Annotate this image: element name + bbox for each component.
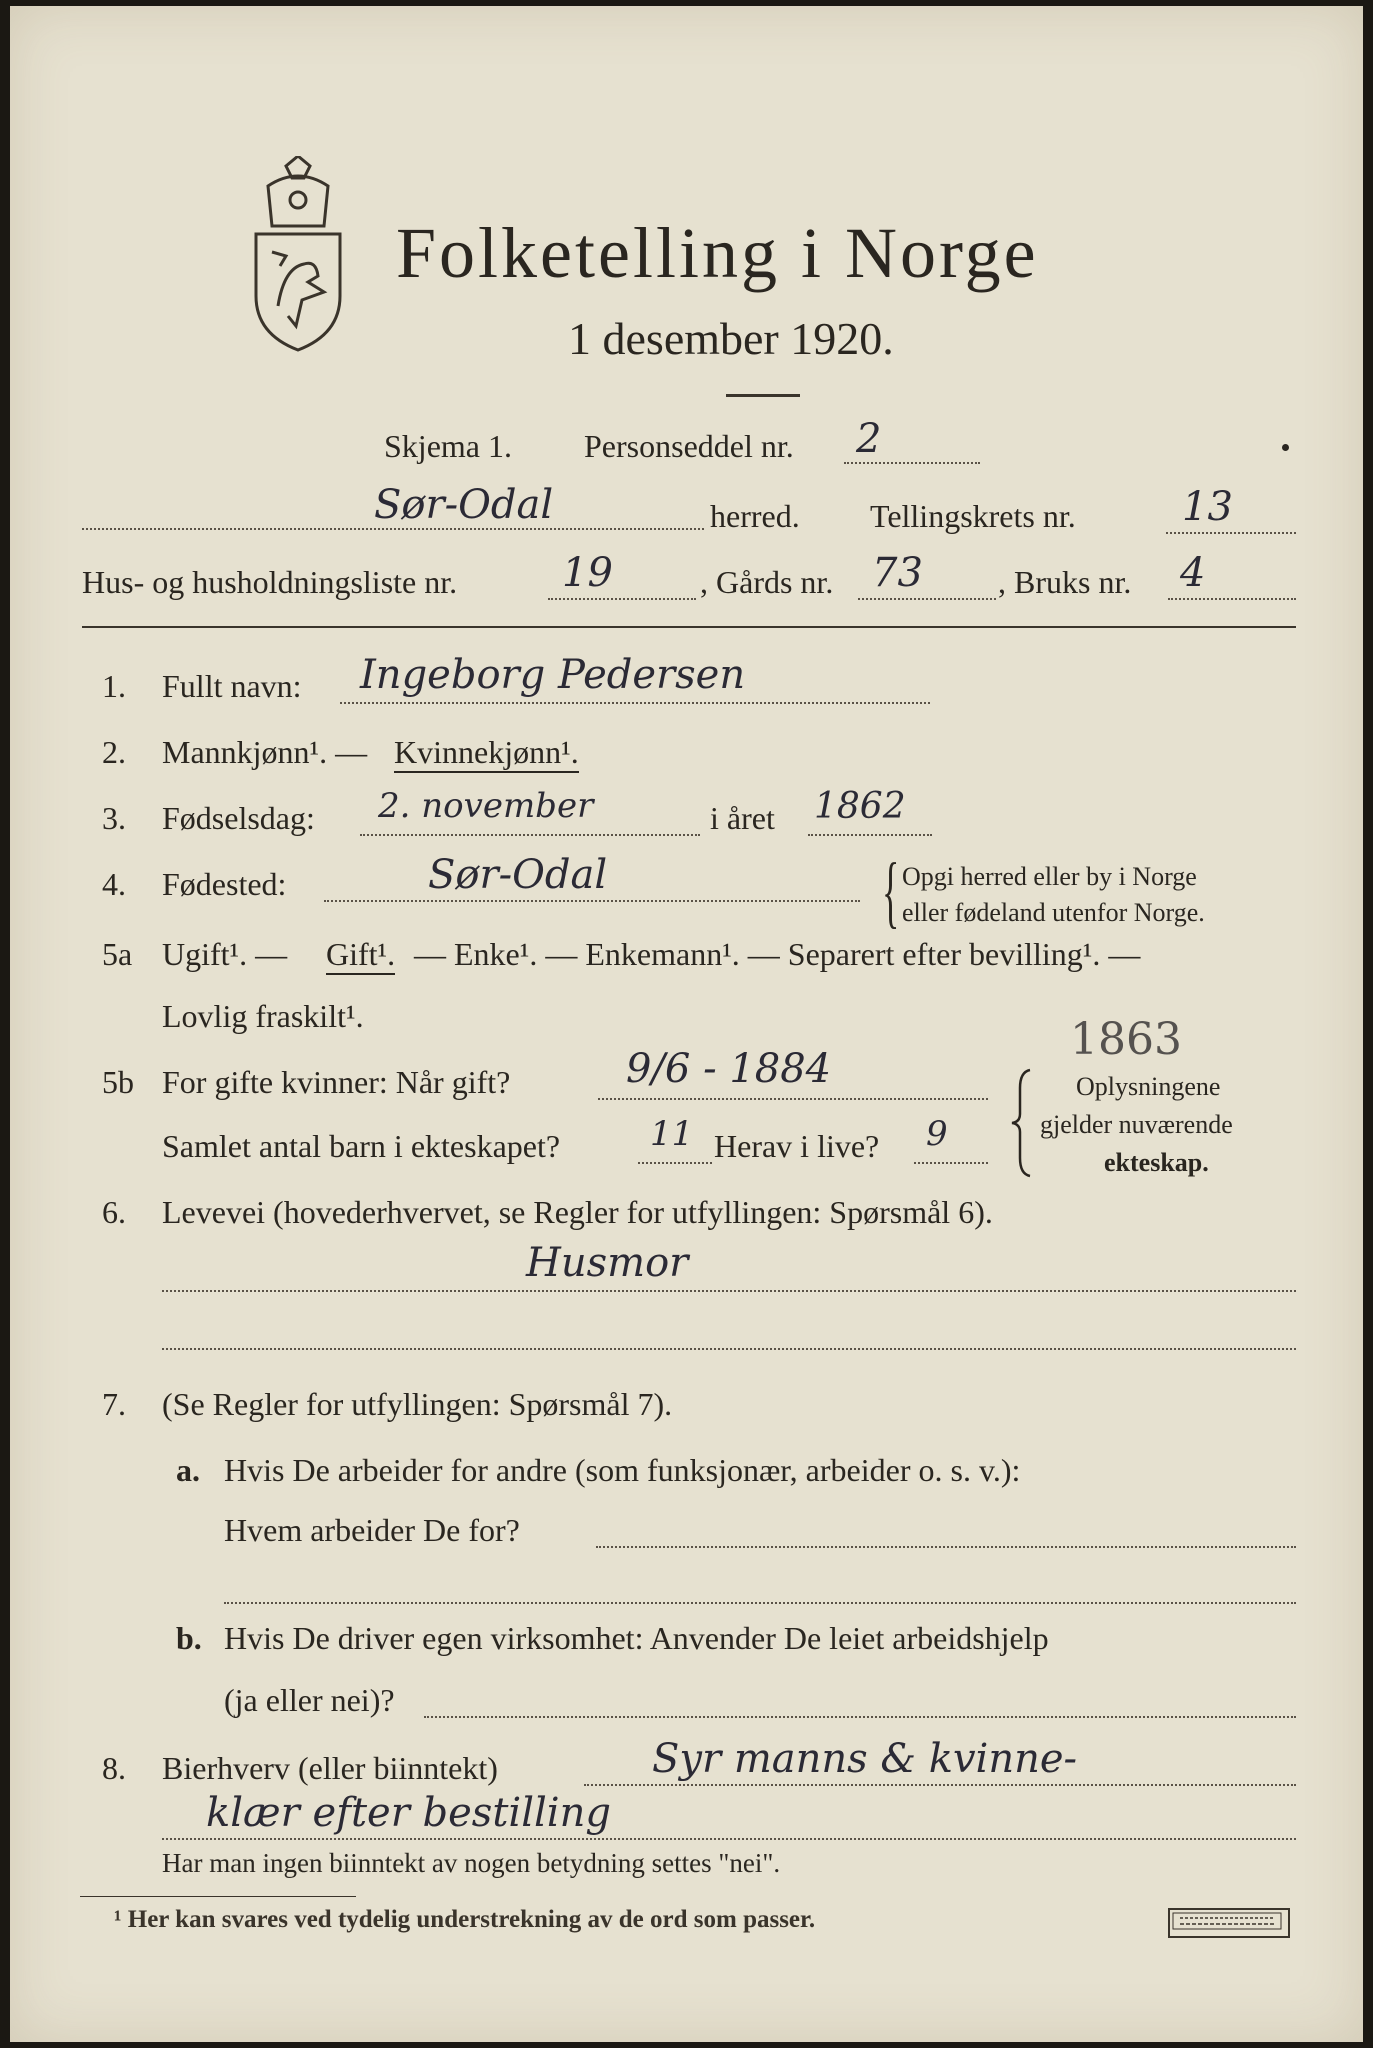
footnote: ¹ Her kan svares ved tydelig understrekning av de ord som passer. bbox=[114, 1906, 816, 1933]
schema-label: Skjema 1. bbox=[384, 428, 512, 464]
q8-note: Har man ingen biinntekt av nogen betydning settes "nei". bbox=[162, 1848, 781, 1878]
q3-year-value: 1862 bbox=[814, 786, 906, 827]
census-form bbox=[10, 6, 1363, 2042]
q4-note-line2: eller fødeland utenfor Norge. bbox=[902, 898, 1205, 927]
personseddel-label: Personseddel nr. bbox=[584, 428, 794, 464]
q6-label: Levevei (hovederhvervet, se Regler for utfyllingen: Spørsmål 6). bbox=[162, 1194, 993, 1230]
q8-value-line2: klær efter bestilling bbox=[206, 1790, 611, 1836]
q6-value: Husmor bbox=[526, 1240, 689, 1286]
q5b-note-line3: ekteskap. bbox=[1104, 1148, 1209, 1177]
tellingskrets-line bbox=[1166, 532, 1296, 534]
personseddel-line bbox=[844, 462, 980, 464]
q4-number: 4. bbox=[102, 866, 126, 902]
q5a-gift: Gift¹. bbox=[326, 936, 395, 975]
husliste-value: 19 bbox=[562, 550, 613, 596]
q7a-letter: a. bbox=[176, 1452, 200, 1488]
form-title: Folketelling i Norge bbox=[396, 213, 1039, 293]
bruks-label: , Bruks nr. bbox=[998, 564, 1132, 600]
q5b-note-line2: gjelder nuværende bbox=[1040, 1110, 1233, 1139]
q5b-note-line1: Oplysningene bbox=[1076, 1072, 1221, 1101]
q7a-line bbox=[596, 1546, 1296, 1548]
gards-label: , Gårds nr. bbox=[700, 564, 834, 600]
q2-female: Kvinnekjønn¹. bbox=[394, 734, 579, 773]
husliste-line bbox=[548, 598, 696, 600]
q4-note-line1: Opgi herred eller by i Norge bbox=[902, 862, 1197, 891]
gards-value: 73 bbox=[872, 550, 923, 596]
q5a-line2: Lovlig fraskilt¹. bbox=[162, 998, 364, 1034]
q4-value: Sør-Odal bbox=[428, 852, 608, 898]
q1-line bbox=[340, 702, 930, 704]
q7a-line2 bbox=[224, 1602, 1296, 1604]
title-divider bbox=[726, 394, 800, 397]
norwegian-coat-of-arms-icon bbox=[238, 156, 358, 361]
tellingskrets-label: Tellingskrets nr. bbox=[870, 498, 1076, 534]
header-divider bbox=[82, 626, 1296, 628]
q3-year-label: i året bbox=[710, 800, 775, 836]
herred-label: herred. bbox=[710, 498, 800, 534]
q5b-number: 5b bbox=[102, 1064, 134, 1100]
q5b-children-label: Samlet antal barn i ekteskapet? bbox=[162, 1128, 561, 1164]
q5b-alive-line bbox=[914, 1162, 988, 1164]
tellingskrets-value: 13 bbox=[1182, 484, 1233, 530]
q5b-value: 9/6 - 1884 bbox=[626, 1046, 832, 1092]
q7b-text: Hvis De driver egen virksomhet: Anvender De leiet arbeidshjelp bbox=[224, 1620, 1049, 1656]
q8-line bbox=[584, 1784, 1296, 1786]
q5b-alive-value: 9 bbox=[926, 1114, 948, 1154]
herred-line bbox=[82, 528, 704, 530]
bruks-line bbox=[1168, 598, 1296, 600]
herred-value: Sør-Odal bbox=[374, 482, 554, 528]
q5a-ugift: Ugift¹. — bbox=[162, 936, 288, 972]
q3-value: 2. november bbox=[378, 786, 594, 826]
q1-number: 1. bbox=[102, 668, 126, 704]
bruks-value: 4 bbox=[1180, 550, 1206, 596]
q5b-line bbox=[598, 1098, 988, 1100]
q7b-question: (ja eller nei)? bbox=[224, 1682, 395, 1718]
q2-number: 2. bbox=[102, 734, 126, 770]
q5b-brace bbox=[1010, 1068, 1034, 1183]
gards-line bbox=[858, 598, 996, 600]
q5b-children-line bbox=[638, 1162, 712, 1164]
q4-line bbox=[324, 900, 860, 902]
q7b-letter: b. bbox=[176, 1620, 202, 1656]
q3-number: 3. bbox=[102, 800, 126, 836]
q7a-question: Hvem arbeider De for? bbox=[224, 1512, 520, 1548]
q7-label: (Se Regler for utfyllingen: Spørsmål 7). bbox=[162, 1386, 673, 1422]
q2-male: Mannkjønn¹. — bbox=[162, 734, 368, 770]
q8-label: Bierhverv (eller biinntekt) bbox=[162, 1750, 498, 1786]
q5a-rest: — Enke¹. — Enkemann¹. — Separert efter bevilling¹. — bbox=[414, 936, 1141, 972]
footnote-divider bbox=[80, 1896, 356, 1897]
q5a-number: 5a bbox=[102, 936, 133, 972]
q8-line2 bbox=[162, 1838, 1296, 1840]
q4-brace: { bbox=[882, 848, 900, 936]
husliste-label: Hus- og husholdningsliste nr. bbox=[82, 564, 458, 600]
q3-label: Fødselsdag: bbox=[162, 800, 315, 836]
q7-number: 7. bbox=[102, 1386, 126, 1422]
q5b-alive-label: Herav i live? bbox=[714, 1128, 880, 1164]
q3-year-line bbox=[808, 834, 932, 836]
printer-stamp-icon bbox=[1168, 1908, 1290, 1938]
q1-value: Ingeborg Pedersen bbox=[360, 652, 746, 698]
census-date: 1 desember 1920. bbox=[568, 313, 894, 364]
q8-value-line1: Syr manns & kvinne- bbox=[652, 1736, 1078, 1782]
ink-dot bbox=[1282, 444, 1289, 451]
q1-label: Fullt navn: bbox=[162, 668, 302, 704]
q8-number: 8. bbox=[102, 1750, 126, 1786]
q7a-text: Hvis De arbeider for andre (som funksjonær, arbeider o. s. v.): bbox=[224, 1452, 1021, 1488]
q3-line bbox=[360, 834, 700, 836]
q5b-annotation: 1863 bbox=[1070, 1014, 1182, 1065]
q5b-children-value: 11 bbox=[650, 1114, 694, 1154]
q6-line2 bbox=[162, 1348, 1296, 1350]
q6-line bbox=[162, 1290, 1296, 1292]
q6-number: 6. bbox=[102, 1194, 126, 1230]
q5b-label: For gifte kvinner: Når gift? bbox=[162, 1064, 511, 1100]
q7b-line bbox=[424, 1716, 1296, 1718]
personseddel-value: 2 bbox=[856, 416, 882, 462]
q4-label: Fødested: bbox=[162, 866, 287, 902]
